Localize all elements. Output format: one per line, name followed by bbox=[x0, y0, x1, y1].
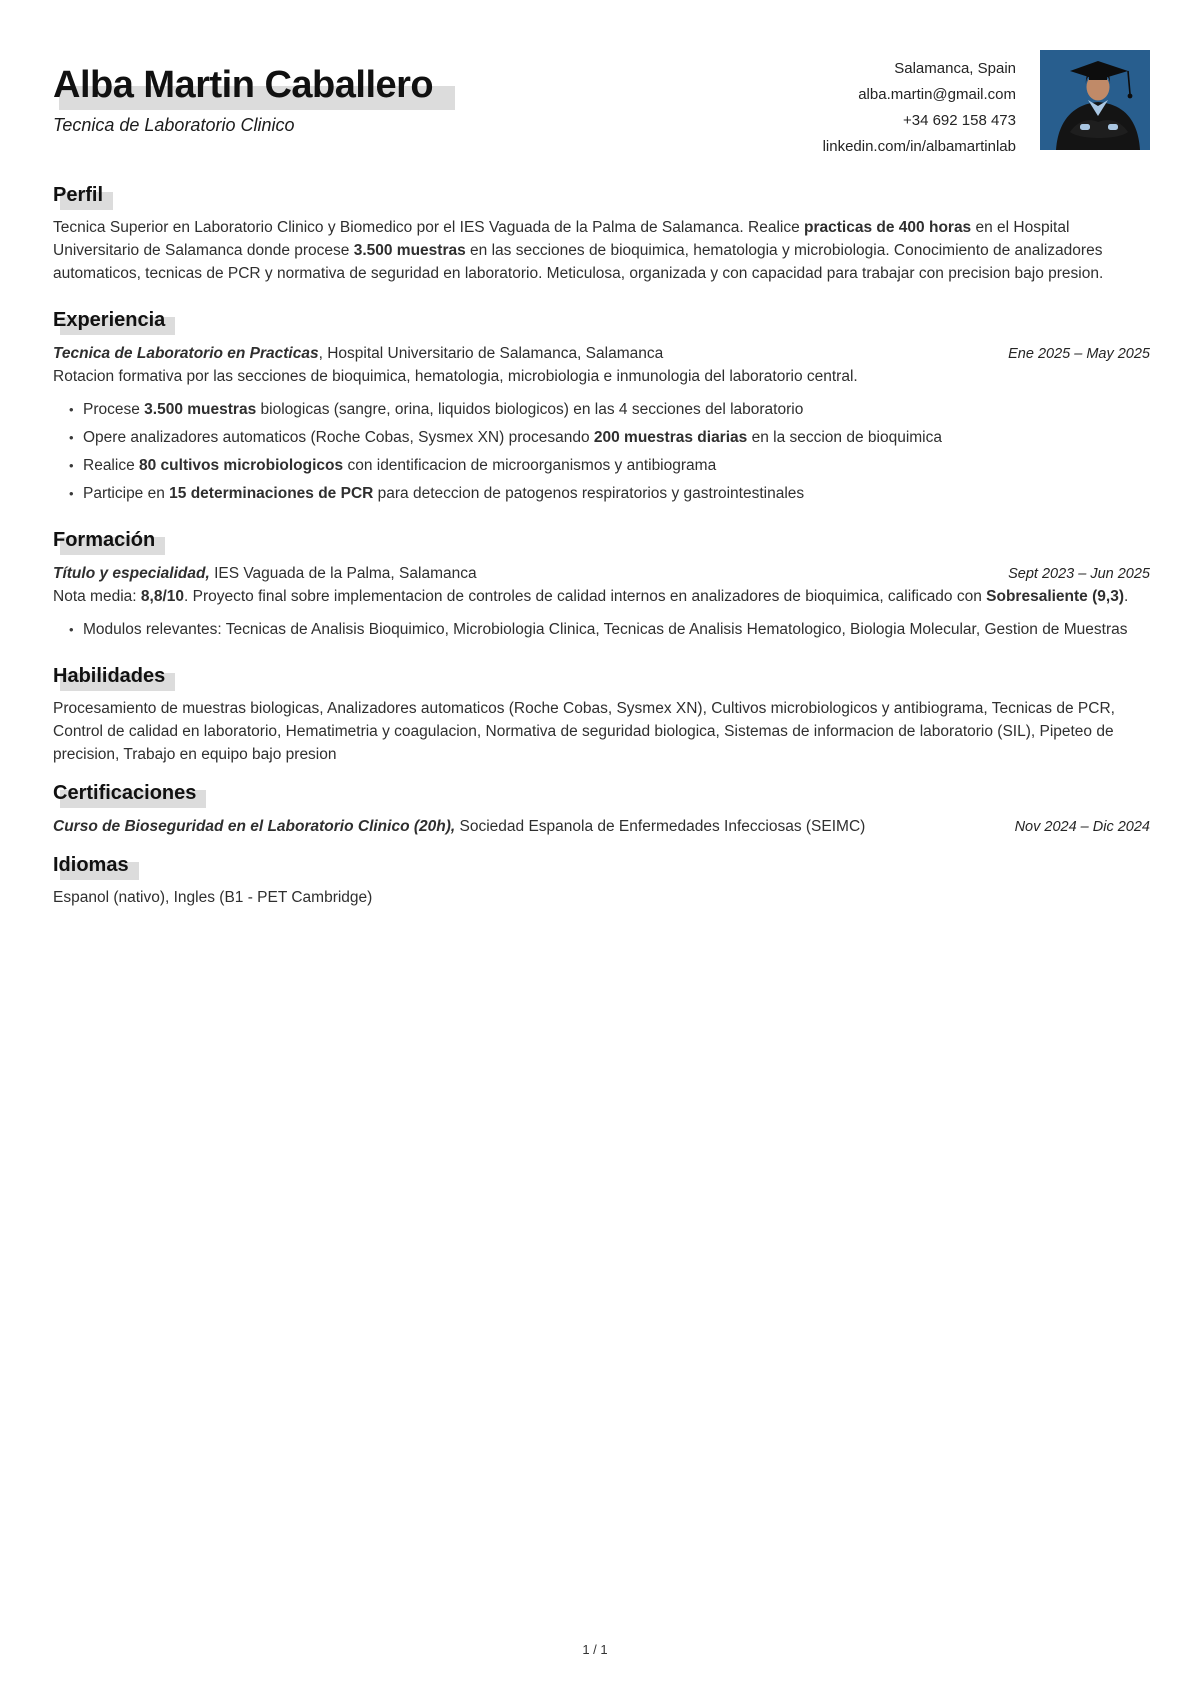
section-experiencia bbox=[53, 309, 1150, 505]
person-job-title: Tecnica de Laboratorio Clinico bbox=[53, 115, 295, 135]
education-entry bbox=[53, 562, 1150, 641]
bullet-text: Participe en 15 determinaciones de PCR para deteccion de patogenos respiratorios y gastrointestinales bbox=[83, 485, 805, 502]
bullet-marker: • bbox=[69, 486, 74, 501]
page-number: 1 / 1 bbox=[582, 1642, 608, 1657]
experience-bullet-list bbox=[53, 398, 1150, 505]
bullet-text: Opere analizadores automaticos (Roche Cobas, Sysmex XN) procesando 200 muestras diarias en la seccion de bioquimica bbox=[83, 429, 942, 446]
section-heading-habilidades: Habilidades bbox=[53, 665, 166, 687]
identity-block bbox=[53, 50, 433, 136]
bullet-text: Procese 3.500 muestras biologicas (sangre, orina, liquidos biologicos) en las 4 secciones del laboratorio bbox=[83, 401, 804, 418]
experience-entry-head bbox=[53, 342, 1150, 365]
section-heading-experiencia: Experiencia bbox=[53, 309, 166, 331]
bullet-marker: • bbox=[69, 402, 74, 417]
habilidades-text: Procesamiento de muestras biologicas, Analizadores automaticos (Roche Cobas, Sysmex XN), Cultivos microbiologicos y antibiograma, Tecnicas de PCR, Control de calidad en laboratorio, Hematimetria y coagulacion, Normativa de seguridad biologica, Sistemas de informacion de laboratorio (SIL), Pipeteo de precision, Trabajo en equipo bajo presion bbox=[53, 700, 1115, 763]
certification-entry bbox=[53, 815, 1150, 838]
bullet-item bbox=[53, 454, 1150, 477]
bullet-item bbox=[53, 482, 1150, 505]
section-certificaciones bbox=[53, 782, 1150, 838]
bullet-item bbox=[53, 426, 1150, 449]
certification-date: Nov 2024 – Dic 2024 bbox=[1014, 819, 1150, 835]
education-title: Título y especialidad, IES Vaguada de la Palma, Salamanca bbox=[53, 565, 477, 582]
contact-block bbox=[823, 50, 1016, 160]
bullet-text: Modulos relevantes: Tecnicas de Analisis Bioquimico, Microbiologia Clinica, Tecnicas de Analisis Hematologico, Biologia Molecular, Gestion de Muestras bbox=[83, 621, 1128, 638]
page-footer bbox=[0, 1642, 1190, 1657]
certification-title: Curso de Bioseguridad en el Laboratorio Clinico (20h), Sociedad Espanola de Enfermedades Infecciosas (SEIMC) bbox=[53, 818, 866, 835]
bullet-marker: • bbox=[69, 458, 74, 473]
bullet-text: Realice 80 cultivos microbiologicos con identificacion de microorganismos y antibiograma bbox=[83, 457, 717, 474]
header bbox=[53, 50, 1150, 160]
contact-phone: +34 692 158 473 bbox=[902, 112, 1016, 129]
education-entry-head bbox=[53, 562, 1150, 585]
section-heading-idiomas: Idiomas bbox=[53, 854, 129, 876]
section-formacion bbox=[53, 529, 1150, 641]
education-bullet-list bbox=[53, 618, 1150, 641]
bullet-item bbox=[53, 618, 1150, 641]
bullet-marker: • bbox=[69, 622, 74, 637]
profile-photo bbox=[1040, 50, 1150, 150]
bullet-marker: • bbox=[69, 430, 74, 445]
experience-title: Tecnica de Laboratorio en Practicas, Hospital Universitario de Salamanca, Salamanca bbox=[53, 345, 664, 362]
person-name: Alba Martin Caballero bbox=[53, 64, 434, 106]
certification-entry-head bbox=[53, 815, 1150, 838]
section-heading-certificaciones: Certificaciones bbox=[53, 782, 197, 804]
section-heading-perfil: Perfil bbox=[53, 184, 104, 206]
contact-location: Salamanca, Spain bbox=[894, 60, 1016, 77]
education-date: Sept 2023 – Jun 2025 bbox=[1008, 566, 1150, 582]
contact-linkedin: linkedin.com/in/albamartinlab bbox=[822, 138, 1016, 155]
section-habilidades bbox=[53, 665, 1150, 766]
idiomas-text: Espanol (nativo), Ingles (B1 - PET Cambridge) bbox=[53, 889, 373, 906]
perfil-text: Tecnica Superior en Laboratorio Clinico y Biomedico por el IES Vaguada de la Palma de Salamanca. Realice practicas de 400 horas en el Hospital Universitario de Salamanca donde procese 3.500 muestras en las secciones de bioquimica, hematologia y microbiologia. Conocimiento de analizadores automaticos, tecnicas de PCR y normativa de seguridad en laboratorio. Meticulosa, organizada y con capacidad para trabajar con precision bajo presion. bbox=[53, 219, 1104, 282]
section-idiomas bbox=[53, 854, 1150, 909]
education-note: Nota media: 8,8/10. Proyecto final sobre implementacion de controles de calidad internos en analizadores de bioquimica, calificado con Sobresaliente (9,3). bbox=[53, 588, 1129, 605]
experience-date: Ene 2025 – May 2025 bbox=[1008, 346, 1150, 362]
section-perfil bbox=[53, 184, 1150, 285]
experience-entry bbox=[53, 342, 1150, 505]
bullet-item bbox=[53, 398, 1150, 421]
section-heading-formacion: Formación bbox=[53, 529, 156, 551]
experience-description: Rotacion formativa por las secciones de bioquimica, hematologia, microbiologia e inmunologia del laboratorio central. bbox=[53, 368, 858, 385]
header-right bbox=[823, 50, 1150, 160]
contact-email: alba.martin@gmail.com bbox=[858, 86, 1016, 103]
